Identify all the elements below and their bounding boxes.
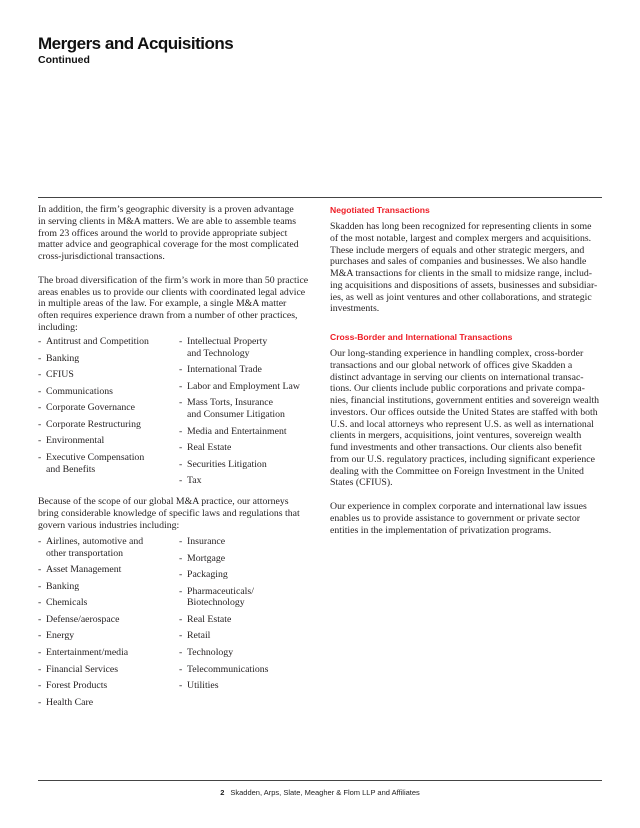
text-line: purchases and sales of companies and businesses. We also handle xyxy=(330,256,587,268)
text-line: clients in mergers, acquisitions, joint ventures, sovereign wealth xyxy=(330,430,582,442)
list-item xyxy=(179,536,268,548)
list-item xyxy=(38,664,143,676)
text-line: areas enables us to provide our clients with coordinated legal advice xyxy=(38,286,306,298)
list-item xyxy=(38,336,149,348)
list-item-text: - Corporate Governance xyxy=(46,402,135,414)
text-line: Our experience in complex corporate and international law issues xyxy=(330,501,587,512)
text-line: ies, as well as joint ventures and other collaborations, and strategic xyxy=(330,291,592,303)
list-item-text: other transportation xyxy=(46,547,123,559)
list-item-text: - Chemicals xyxy=(46,597,88,609)
list-item-text: - Technology xyxy=(187,647,234,659)
paragraph xyxy=(330,221,605,315)
page-number: 2 xyxy=(220,788,225,797)
text-line: tions. Our clients include public corporations and private compa- xyxy=(330,383,585,395)
text-line: Skadden has long been recognized for representing clients in some xyxy=(330,221,592,232)
list-item-text: - Defense/aerospace xyxy=(46,613,120,625)
list-item xyxy=(38,353,149,365)
text-line: U.S. and local attorneys who represent U.S. as well as international xyxy=(330,418,594,430)
list-item xyxy=(38,647,143,659)
text-line: enables us to provide assistance to government or private sector xyxy=(330,512,581,524)
paragraph xyxy=(38,275,313,334)
list-item-text: - Energy xyxy=(46,630,75,642)
list-item-text: - Environmental xyxy=(46,435,105,447)
list-item xyxy=(179,630,268,642)
text-line: entities in the implementation of privatization programs. xyxy=(330,524,552,536)
list-item xyxy=(179,426,300,438)
paragraph xyxy=(38,204,313,263)
page-subtitle: Continued xyxy=(38,54,90,66)
list-item-text: - Real Estate xyxy=(187,442,232,454)
text-line: cross-jurisdictional transactions. xyxy=(38,251,165,262)
firm-name: Skadden, Arps, Slate, Meagher & Flom LLP and Affiliates xyxy=(230,788,420,797)
list-item xyxy=(179,647,268,659)
list-item-text: - Mortgage xyxy=(187,552,226,564)
industry-list-a xyxy=(38,536,143,713)
top-divider xyxy=(38,197,602,198)
list-item-text: - Mass Torts, Insurance xyxy=(187,397,273,409)
list-item-text: - Communications xyxy=(46,385,113,397)
list-item-text: - Forest Products xyxy=(46,680,108,692)
list-item xyxy=(179,614,268,626)
list-item-text: - Corporate Restructuring xyxy=(46,418,141,430)
text-line: matter advice and geographical coverage for the most complicated xyxy=(38,239,299,251)
practice-list-a xyxy=(38,336,149,480)
text-line: transactions and our global network of offices give Skadden a xyxy=(330,359,573,371)
list-item-text: - Financial Services xyxy=(46,663,119,675)
list-item-text: - Securities Litigation xyxy=(187,458,267,470)
text-line: govern various industries including: xyxy=(38,519,180,531)
list-item xyxy=(179,442,300,454)
text-line: dealing with the Committee on Foreign Investment in the United xyxy=(330,465,584,477)
list-item xyxy=(38,614,143,626)
list-item-text: - Executive Compensation xyxy=(46,451,145,463)
list-item xyxy=(179,459,300,471)
section-heading: Cross-Border and International Transactions xyxy=(330,332,513,342)
text-line: including: xyxy=(38,321,78,333)
list-item xyxy=(179,586,268,610)
text-line: ing acquisitions and dispositions of assets, businesses and subsidiar- xyxy=(330,279,598,291)
list-item-text: - Banking xyxy=(46,352,80,364)
text-line: Our long-standing experience in handling complex, cross-border xyxy=(330,348,584,359)
list-item xyxy=(179,381,300,393)
page-title: Mergers and Acquisitions xyxy=(38,34,234,53)
list-item-text: - Health Care xyxy=(46,696,94,708)
text-line: distinct advantage in serving our clients on international transac- xyxy=(330,371,584,383)
list-item-text: - Media and Entertainment xyxy=(187,425,287,437)
paragraph xyxy=(330,501,605,536)
list-item xyxy=(38,630,143,642)
text-line: These include mergers of equals and other strategic mergers, and xyxy=(330,244,585,256)
list-item xyxy=(38,369,149,381)
list-item xyxy=(179,569,268,581)
list-item-text: - Insurance xyxy=(187,536,226,547)
list-item-text: - Intellectual Property xyxy=(187,336,268,347)
list-item xyxy=(179,553,268,565)
industry-list-b xyxy=(179,536,268,697)
list-item xyxy=(38,597,143,609)
text-line: from our U.S. regulatory practices, including significant experience xyxy=(330,453,595,465)
section-heading: Negotiated Transactions xyxy=(330,205,430,215)
list-item xyxy=(179,397,300,421)
list-item xyxy=(38,680,143,692)
list-item-text: - Retail xyxy=(187,630,211,642)
list-item-text: - Utilities xyxy=(187,680,219,692)
list-item-text: - Airlines, automotive and xyxy=(46,536,144,547)
list-item xyxy=(179,475,300,487)
list-item-text: and Technology xyxy=(187,347,250,359)
paragraph xyxy=(38,496,313,531)
text-line: bring considerable knowledge of specific laws and regulations that xyxy=(38,507,300,519)
practice-list-b xyxy=(179,336,300,492)
text-line: Because of the scope of our global M&A practice, our attorneys xyxy=(38,496,289,507)
list-item-text: - Real Estate xyxy=(187,613,232,625)
footer xyxy=(0,788,640,797)
text-line: of the most notable, largest and complex mergers and acquisitions. xyxy=(330,232,592,244)
list-item-text: - Pharmaceuticals/ xyxy=(187,585,254,597)
text-line: from 23 offices around the world to provide appropriate subject xyxy=(38,227,288,239)
list-item xyxy=(38,564,143,576)
bottom-divider xyxy=(38,780,602,781)
list-item-text: - Entertainment/media xyxy=(46,647,129,659)
list-item-text: - Antitrust and Competition xyxy=(46,336,149,347)
list-item xyxy=(38,581,143,593)
list-item-text: - International Trade xyxy=(187,364,262,376)
list-item xyxy=(179,664,268,676)
list-item xyxy=(38,697,143,709)
text-line: States (CFIUS). xyxy=(330,477,393,489)
text-line: in serving clients in M&A matters. We are able to assemble teams xyxy=(38,215,297,227)
list-item-text: - Labor and Employment Law xyxy=(187,380,300,392)
list-item-text: and Benefits xyxy=(46,463,96,475)
text-line: fund investments and other transactions. Our clients also benefit xyxy=(330,442,582,453)
list-item xyxy=(38,536,143,560)
text-line: often requires experience drawn from a number of other practices, xyxy=(38,310,298,321)
list-item xyxy=(179,680,268,692)
list-item-text: - Tax xyxy=(187,475,202,487)
text-line: in multiple areas of the law. For example, a single M&A matter xyxy=(38,298,287,310)
list-item xyxy=(38,386,149,398)
list-item-text: - CFIUS xyxy=(46,369,74,381)
text-line: The broad diversification of the firm’s work in more than 50 practice xyxy=(38,274,309,286)
text-line: investors. Our offices outside the United States are staffed with both xyxy=(330,406,598,418)
list-item-text: - Asset Management xyxy=(46,564,122,576)
list-item xyxy=(38,419,149,431)
list-item-text: - Telecommunications xyxy=(187,663,269,675)
list-item-text: and Consumer Litigation xyxy=(187,409,285,421)
list-item-text: - Banking xyxy=(46,580,80,592)
list-item-text: - Packaging xyxy=(187,569,228,581)
list-item-text: Biotechnology xyxy=(187,597,245,609)
left-column xyxy=(38,204,313,346)
list-item xyxy=(179,336,300,360)
list-item xyxy=(38,435,149,447)
list-item xyxy=(38,452,149,476)
list-item xyxy=(38,402,149,414)
text-line: investments. xyxy=(330,303,380,315)
text-line: In addition, the firm’s geographic diversity is a proven advantage xyxy=(38,204,294,215)
text-line: nies, financial institutions, government entities and sovereign wealth xyxy=(330,395,600,406)
list-item xyxy=(179,364,300,376)
paragraph xyxy=(330,348,605,489)
right-column xyxy=(330,205,605,548)
text-line: M&A transactions for clients in the small to midsize range, includ- xyxy=(330,268,593,279)
